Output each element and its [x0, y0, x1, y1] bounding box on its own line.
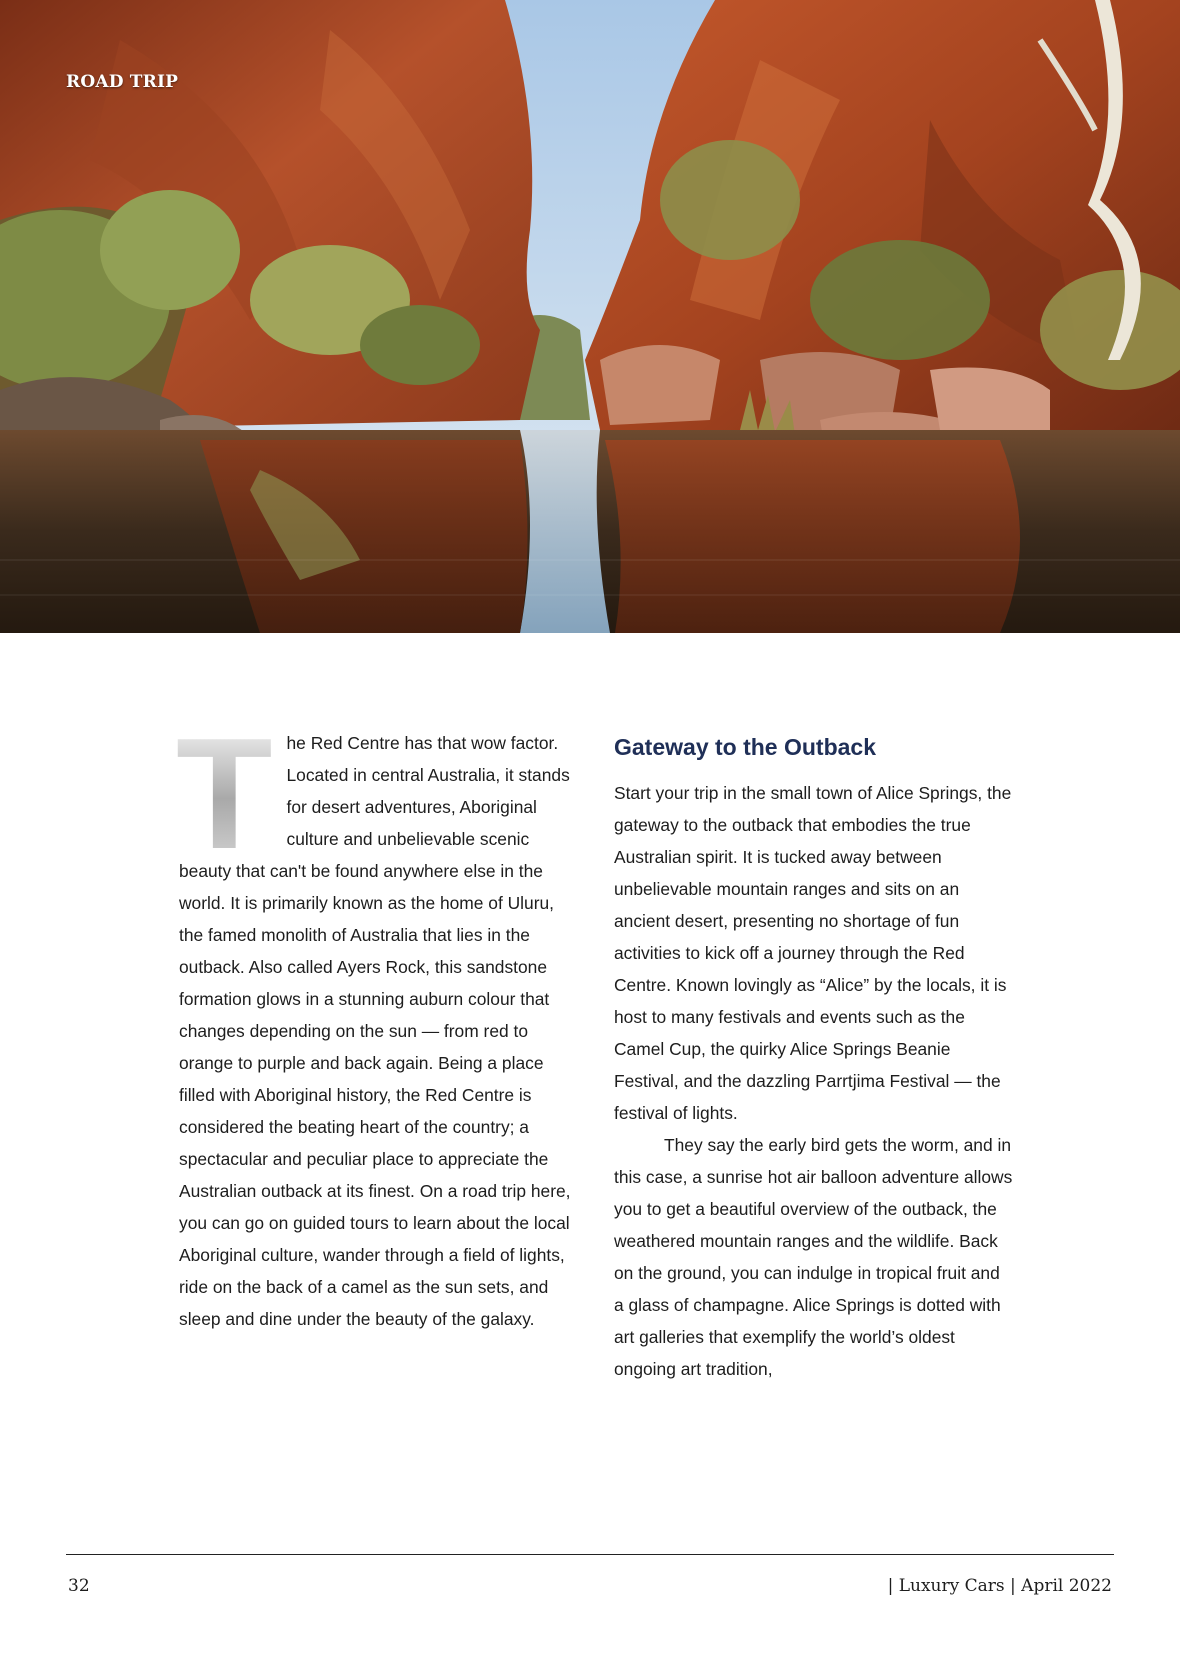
hero-photo [0, 0, 1180, 633]
article-right-column [614, 727, 1014, 1385]
section-heading: Gateway to the Outback [614, 734, 877, 760]
article-left-column [176, 706, 579, 1335]
page-number: 32 [68, 1576, 90, 1596]
footer-divider [66, 1554, 1114, 1555]
gorge-landscape-image [0, 0, 1180, 633]
section-tag: ROAD TRIP [66, 72, 179, 92]
intro-paragraph: he Red Centre has that wow factor. Located in central Australia, it stands for desert adventures, Aboriginal culture and unbelievable scenic beauty that can't be found anywhere else in the world. It is primarily known as the home of Uluru, the famed monolith of Australia that lies in the outback. Also called Ayers Rock, this sandstone formation glows in a stunning auburn colour that changes depending on the sun — from red to orange to purple and back again. Being a place filled with Aboriginal history, the Red Centre is considered the beating heart of the country; a spectacular and peculiar place to appreciate the Australian outback at its finest. On a road trip here, you can go on guided tours to learn about the local Aboriginal culture, wander through a field of lights, ride on the back of a camel as the sun sets, and sleep and dine under the beauty of the galaxy. [179, 733, 571, 1329]
drop-cap: T [176, 706, 273, 882]
publication-info: | Luxury Cars | April 2022 [887, 1576, 1112, 1596]
body-paragraph: They say the early bird gets the worm, and in this case, a sunrise hot air balloon adventure allows you to get a beautiful overview of the outback, the weathered mountain ranges and the wildlife. Back on the ground, you can indulge in tropical fruit and a glass of champagne. Alice Springs is dotted with art galleries that exemplify the world’s oldest ongoing art tradition, [614, 1135, 1013, 1379]
body-paragraph: Start your trip in the small town of Alice Springs, the gateway to the outback that embodies the true Australian spirit. It is tucked away between unbelievable mountain ranges and sits on an ancient desert, presenting no shortage of fun activities to kick off a journey through the Red Centre. Known lovingly as “Alice” by the locals, it is host to many festivals and events such as the Camel Cup, the quirky Alice Springs Beanie Festival, and the dazzling Parrtjima Festival — the festival of lights. [614, 783, 1012, 1123]
